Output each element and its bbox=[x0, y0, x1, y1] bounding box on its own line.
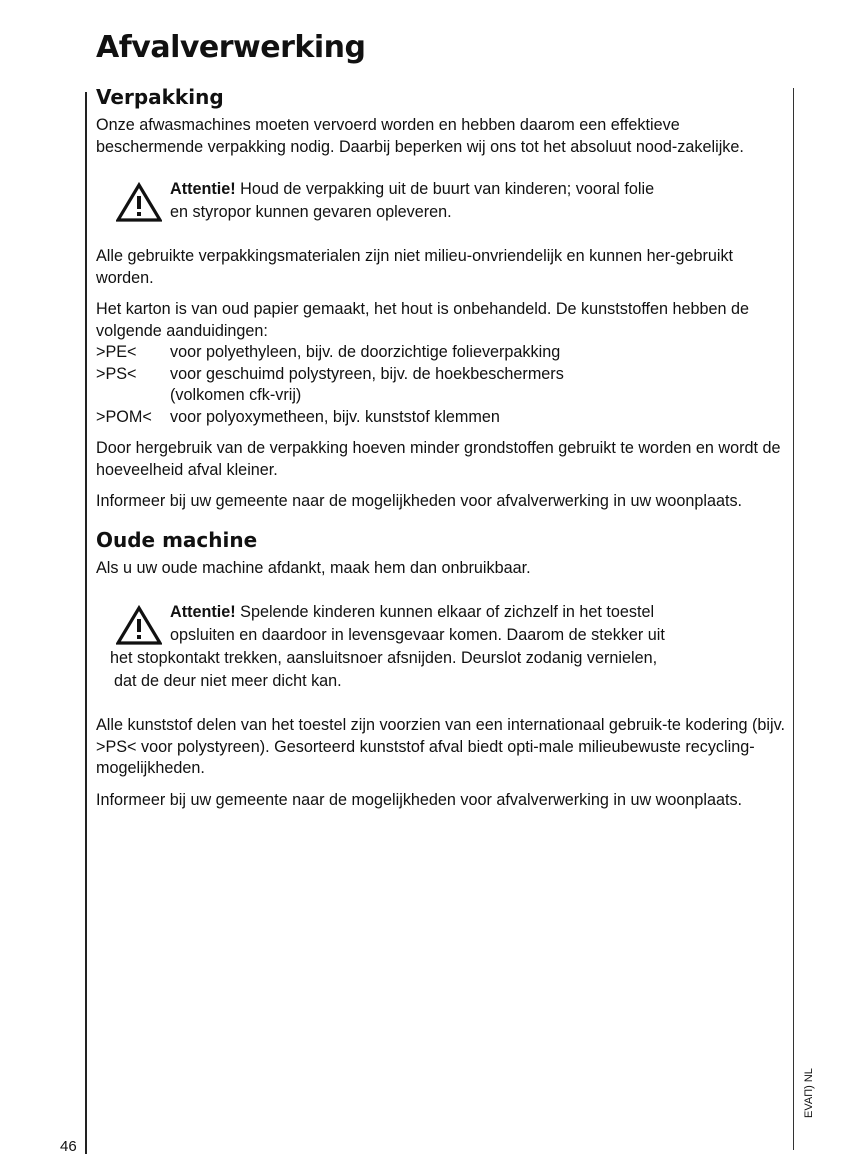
material-code: >PS< bbox=[96, 364, 137, 383]
material-code-row bbox=[96, 407, 786, 429]
material-code-row bbox=[96, 385, 786, 407]
intro-paragraph: Onze afwasmachines moeten vervoerd worden en hebben daarom een effektieve beschermende verpakking nodig. Daarbij beperken wij ons tot het absoluut nood-zakelijke. bbox=[96, 116, 744, 156]
material-code-row bbox=[96, 364, 786, 386]
warning-line bbox=[110, 178, 786, 201]
material-code: >POM< bbox=[96, 407, 152, 426]
warning-line: opsluiten en daardoor in levensgevaar komen. Daarom de stekker uit bbox=[170, 626, 665, 644]
material-description: voor polyethyleen, bijv. de doorzichtige folieverpakking bbox=[170, 343, 561, 361]
warning-line: dat de deur niet meer dicht kan. bbox=[114, 672, 342, 690]
section-oude-machine bbox=[96, 527, 786, 812]
warning-text: Houd de verpakking uit de buurt van kinderen; vooral folie bbox=[235, 180, 655, 198]
section-heading: Verpakking bbox=[96, 85, 224, 109]
material-description: voor polyoxymetheen, bijv. kunststof klemmen bbox=[170, 407, 500, 426]
section-verpakking bbox=[96, 84, 786, 513]
warning-block bbox=[110, 178, 786, 224]
warning-block bbox=[110, 601, 786, 693]
warning-text: Spelende kinderen kunnen elkaar of zichzelf in het toestel bbox=[235, 603, 655, 621]
material-codes-list bbox=[96, 342, 786, 428]
warning-label: Attentie! bbox=[170, 180, 236, 198]
page-number: 46 bbox=[60, 1138, 77, 1155]
warning-line bbox=[110, 601, 786, 624]
right-margin-rule bbox=[793, 88, 794, 1150]
material-description: (volkomen cfk-vrij) bbox=[170, 386, 302, 404]
material-code: >PE< bbox=[96, 343, 137, 361]
warning-triangle-icon bbox=[116, 605, 162, 645]
paragraph: Alle gebruikte verpakkingsmaterialen zijn niet milieu-onvriendelijk en kunnen her-gebruikt worden. bbox=[96, 247, 734, 287]
warning-label: Attentie! bbox=[170, 603, 236, 621]
paragraph: Door hergebruik van de verpakking hoeven minder grondstoffen gebruikt te worden en wordt de hoeveelheid afval kleiner. bbox=[96, 439, 781, 479]
paragraph: Alle kunststof delen van het toestel zijn voorzien van een internationaal gebruik-te kodering (bijv. >PS< voor polystyreen). Gesorteerd kunststof afval biedt opti-male milieubewuste recycling-mogelijkheden. bbox=[96, 716, 785, 777]
material-code-row bbox=[96, 342, 786, 364]
paragraph: Het karton is van oud papier gemaakt, het hout is onbehandeld. De kunststoffen hebben de volgende aanduidingen: bbox=[96, 300, 750, 340]
warning-line: het stopkontakt trekken, aansluitsnoer afsnijden. Deurslot zodanig vernielen, bbox=[110, 649, 658, 667]
left-margin-rule bbox=[85, 92, 87, 1154]
page-title: Afvalverwerking bbox=[96, 30, 366, 65]
warning-line: en styropor kunnen gevaren opleveren. bbox=[170, 203, 452, 221]
material-description: voor geschuimd polystyreen, bijv. de hoekbeschermers bbox=[170, 364, 564, 383]
material-code bbox=[96, 385, 170, 407]
warning-triangle-icon bbox=[116, 182, 162, 222]
paragraph: Informeer bij uw gemeente naar de mogelijkheden voor afvalverwerking in uw woonplaats. bbox=[96, 790, 743, 809]
intro-paragraph: Als u uw oude machine afdankt, maak hem dan onbruikbaar. bbox=[96, 558, 531, 577]
paragraph: Informeer bij uw gemeente naar de mogelijkheden voor afvalverwerking in uw woonplaats. bbox=[96, 492, 743, 510]
section-heading: Oude machine bbox=[96, 527, 258, 552]
document-code: EVAΠ) NL bbox=[803, 1068, 815, 1118]
page-content bbox=[96, 84, 786, 821]
